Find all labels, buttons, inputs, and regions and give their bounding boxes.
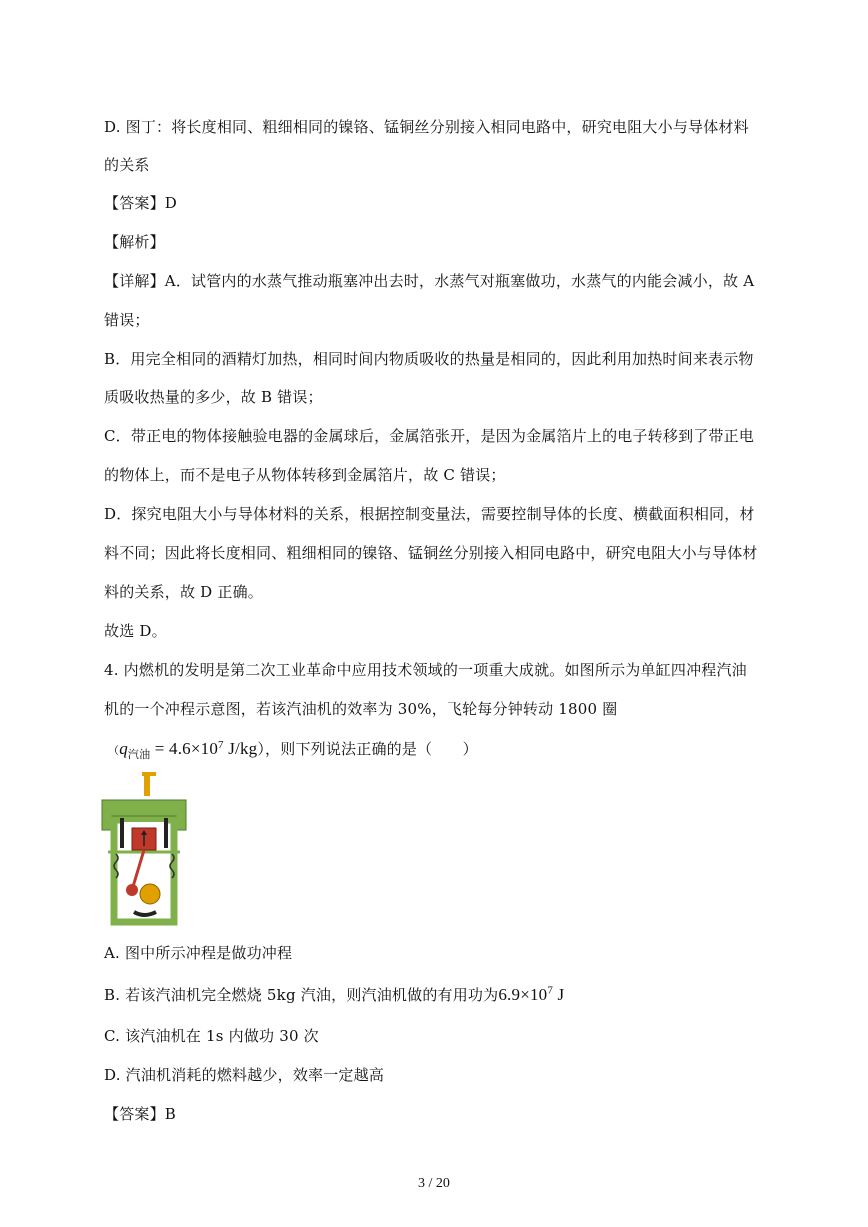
question-4-text: 4. 内燃机的发明是第二次工业革命中应用技术领域的一项重大成就。如图所示为单缸四冲程汽油 — [104, 661, 747, 679]
heat-value-formula: （$q_{汽油} = 4.6\times 10^7$ J/kg），则下列说法正确的是（ ） — [108, 739, 478, 761]
engine-stroke-diagram-icon — [98, 772, 190, 927]
text-line: 故选 D。 — [104, 622, 167, 640]
option-b: B. 若该汽油机完全燃烧 5kg 汽油，则汽油机做的有用功为$6.9\times 10^7$ J — [104, 984, 565, 1004]
text-line: B．用完全相同的酒精灯加热，相同时间内物质吸收的热量是相同的，因此利用加热时间来表示物 — [104, 350, 754, 368]
text-line: 的物体上，而不是电子从物体转移到金属箔片，故 C 错误； — [104, 466, 506, 484]
page-number: 3 / 20 — [418, 1176, 450, 1191]
option-d: D. 汽油机消耗的燃料越少，效率一定越高 — [104, 1066, 385, 1084]
text-line: 的关系 — [104, 156, 150, 174]
text-line: D．探究电阻大小与导体材料的关系，根据控制变量法，需要控制导体的长度、横截面积相同，材 — [104, 505, 755, 523]
text-line: 质吸收热量的多少，故 B 错误； — [104, 388, 323, 406]
text-line: 料的关系，故 D 正确。 — [104, 583, 263, 601]
answer-label: 【答案】D — [104, 194, 178, 212]
option-c: C. 该汽油机在 1s 内做功 30 次 — [104, 1027, 319, 1045]
text-line: 料不同；因此将长度相同、粗细相同的镍铬、锰铜丝分别接入相同电路中，研究电阻大小与导体材 — [104, 544, 758, 562]
text-line: 错误； — [104, 311, 150, 329]
text-line: 【详解】A．试管内的水蒸气推动瓶塞冲出去时，水蒸气对瓶塞做功，水蒸气的内能会减小，故 A — [104, 272, 755, 290]
option-a: A. 图中所示冲程是做功冲程 — [104, 944, 293, 962]
text-line: C．带正电的物体接触验电器的金属球后，金属箔张开，是因为金属箔片上的电子转移到了带正电 — [104, 427, 755, 445]
text-line: D. 图丁：将长度相同、粗细相同的镍铬、锰铜丝分别接入相同电路中，研究电阻大小与导体材料 — [104, 118, 749, 136]
answer-label: 【答案】B — [104, 1105, 177, 1123]
question-4-text: 机的一个冲程示意图，若该汽油机的效率为 30%，飞轮每分钟转动 1800 圈 — [104, 700, 618, 718]
analysis-label: 【解析】 — [104, 233, 165, 251]
